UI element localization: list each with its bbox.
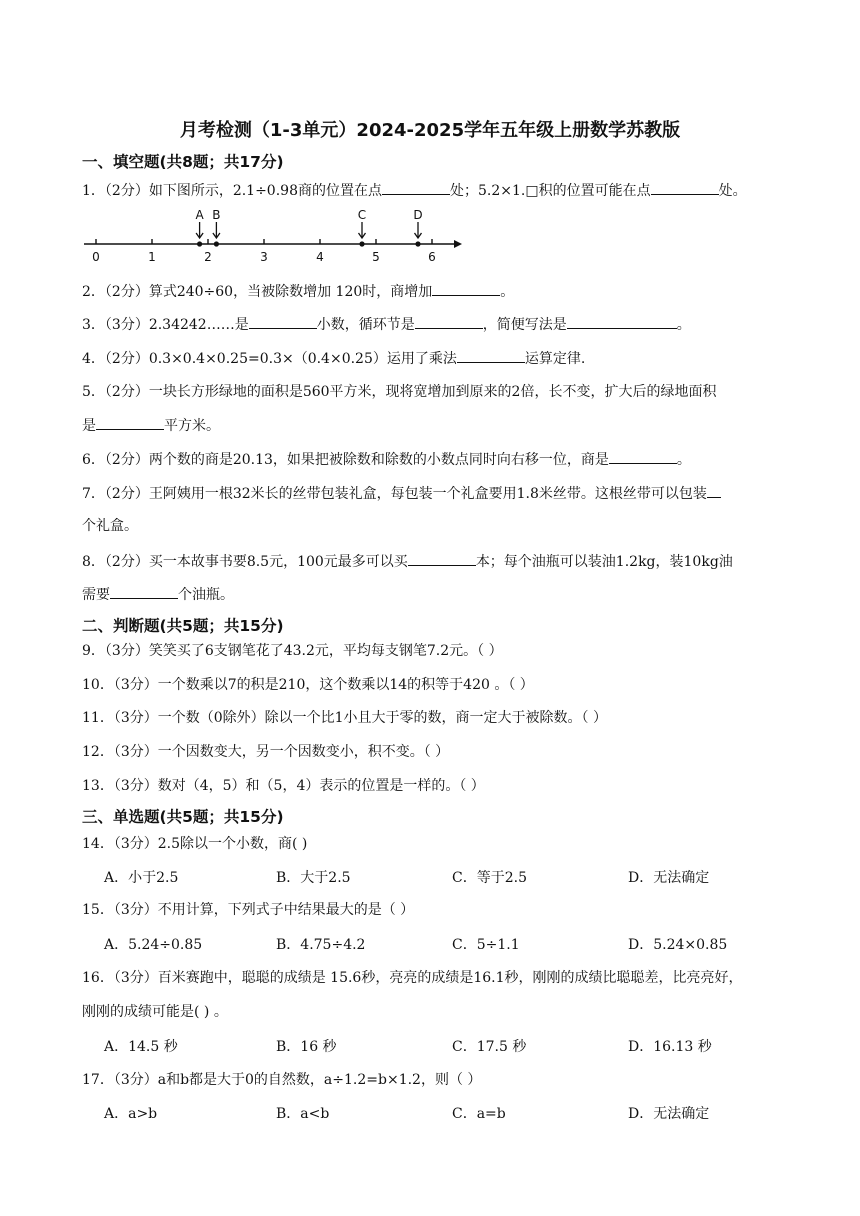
number-line-point-label: A <box>195 208 204 222</box>
question-1: 1．（2分）如下图所示，2.1÷0.98商的位置在点 处；5.2×1.□积的位置可能在点 处。 <box>82 180 822 201</box>
option-c[interactable]: C．5÷1.1 <box>452 937 520 953</box>
number-line-figure <box>82 206 472 264</box>
answer-blank[interactable] <box>609 449 677 464</box>
question-16-options <box>104 1036 824 1056</box>
answer-blank[interactable] <box>457 348 525 363</box>
number-line-point <box>359 241 364 246</box>
page-title: 月考检测（1-3单元）2024-2025学年五年级上册数学苏教版 <box>179 120 681 141</box>
question-14: 14．（3分）2.5除以一个小数，商( ) <box>82 836 308 852</box>
number-line-point <box>415 241 420 246</box>
answer-blank[interactable] <box>96 415 164 430</box>
number-line-point <box>214 241 219 246</box>
answer-blank[interactable] <box>567 314 677 329</box>
answer-blank[interactable] <box>110 584 178 599</box>
question-16: 16．（3分）百米赛跑中，聪聪的成绩是 15.6秒，亮亮的成绩是16.1秒，刚刚的成绩比聪聪差，比亮亮好， <box>82 970 743 986</box>
question-8-cont: 需要 个油瓶。 <box>82 584 822 605</box>
question-3: 3．（3分）2.34242……是 小数，循环节是 ，简便写法是 。 <box>82 314 822 335</box>
question-2: 2．（2分）算式240÷60，当被除数增加 120时，商增加 。 <box>82 281 822 302</box>
number-line-arrowhead <box>454 240 462 248</box>
number-line-tick-label: 0 <box>92 250 100 264</box>
question-9: 9．（3分）笑笑买了6支钢笔花了43.2元，平均每支钢笔7.2元。（ ） <box>82 643 503 659</box>
number-line-tick-label: 1 <box>148 250 156 264</box>
number-line-point <box>197 241 202 246</box>
option-b[interactable]: B．a<b <box>276 1106 330 1122</box>
number-line-tick-label: 4 <box>316 250 324 264</box>
answer-blank[interactable] <box>249 314 317 329</box>
option-c[interactable]: C．a=b <box>452 1106 506 1122</box>
question-14-options <box>104 867 824 887</box>
number-line-point-label: C <box>357 208 367 222</box>
section-heading-true-false: 二、判断题(共5题；共15分) <box>82 617 284 635</box>
option-a[interactable]: A．5.24÷0.85 <box>104 937 203 953</box>
question-17: 17．（3分）a和b都是大于0的自然数，a÷1.2=b×1.2，则（ ） <box>82 1072 482 1088</box>
section-heading-multiple-choice: 三、单选题(共5题；共15分) <box>82 808 284 826</box>
question-13: 13．（3分）数对（4，5）和（5，4）表示的位置是一样的。（ ） <box>82 778 485 794</box>
option-a[interactable]: A．14.5 秒 <box>104 1039 178 1055</box>
question-17-options <box>104 1103 824 1123</box>
number-line-tick-label: 6 <box>428 250 436 264</box>
question-10: 10．（3分）一个数乘以7的积是210，这个数乘以14的积等于420 。（ ） <box>82 677 534 693</box>
number-line-point-label: D <box>413 208 423 222</box>
answer-blank[interactable] <box>651 180 719 195</box>
question-15: 15．（3分）不用计算，下列式子中结果最大的是（ ） <box>82 902 415 918</box>
answer-blank[interactable] <box>382 180 450 195</box>
number-line-tick-label: 5 <box>372 250 380 264</box>
question-4: 4．（2分）0.3×0.4×0.25=0.3×（0.4×0.25）运用了乘法 运算定律. <box>82 348 822 369</box>
question-11: 11．（3分）一个数（0除外）除以一个比1小且大于零的数，商一定大于被除数。（ ） <box>82 710 607 726</box>
question-12: 12．（3分）一个因数变大，另一个因数变小，积不变。（ ） <box>82 744 450 760</box>
question-5: 5．（2分）一块长方形绿地的面积是560平方米，现将宽增加到原来的2倍，长不变，扩大后的绿地面积 <box>82 384 717 400</box>
option-d[interactable]: D．无法确定 <box>628 1106 710 1122</box>
question-7: 7．（2分）王阿姨用一根32米长的丝带包装礼盒，每包装一个礼盒要用1.8米丝带。这根丝带可以包装 <box>82 483 822 504</box>
question-5-cont: 是 平方米。 <box>82 415 822 436</box>
answer-blank[interactable] <box>415 314 483 329</box>
number-line-tick-label: 3 <box>260 250 268 264</box>
number-line-tick-label: 2 <box>204 250 212 264</box>
option-b[interactable]: B．4.75÷4.2 <box>276 937 366 953</box>
question-8: 8．（2分）买一本故事书要8.5元，100元最多可以买 本；每个油瓶可以装油1.2kg，装10kg油 <box>82 551 822 572</box>
section-heading-fill-in: 一、填空题(共8题；共17分) <box>82 153 284 171</box>
answer-blank[interactable] <box>408 551 476 566</box>
answer-blank[interactable] <box>707 483 721 498</box>
question-16-cont: 刚刚的成绩可能是( ) 。 <box>82 1004 228 1020</box>
answer-blank[interactable] <box>432 281 500 296</box>
option-d[interactable]: D．16.13 秒 <box>628 1039 712 1055</box>
option-a[interactable]: A．小于2.5 <box>104 870 179 886</box>
number-line-point-label: B <box>212 208 221 222</box>
option-d[interactable]: D．5.24×0.85 <box>628 937 728 953</box>
option-c[interactable]: C．等于2.5 <box>452 870 527 886</box>
option-d[interactable]: D．无法确定 <box>628 870 710 886</box>
option-a[interactable]: A．a>b <box>104 1106 158 1122</box>
question-6: 6．（2分）两个数的商是20.13，如果把被除数和除数的小数点同时向右移一位，商是 。 <box>82 449 822 470</box>
option-b[interactable]: B．大于2.5 <box>276 870 351 886</box>
question-7-cont: 个礼盒。 <box>82 518 138 534</box>
option-b[interactable]: B．16 秒 <box>276 1039 337 1055</box>
option-c[interactable]: C．17.5 秒 <box>452 1039 527 1055</box>
question-15-options <box>104 934 824 954</box>
